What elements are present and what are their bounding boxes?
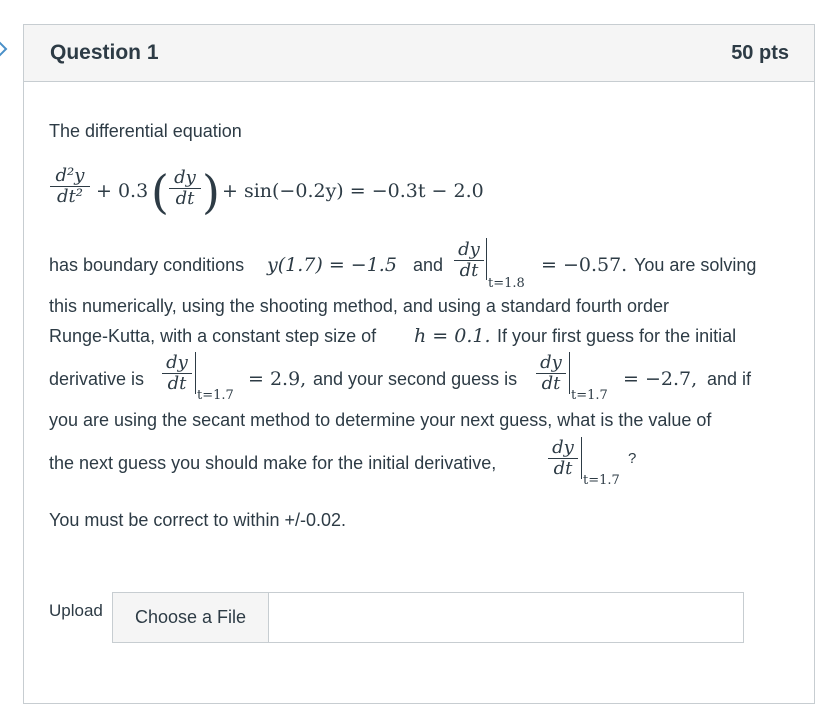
line3-text-a: Runge-Kutta, with a constant step size of [49, 326, 377, 346]
line4-dy-dt-1: dy dt [162, 353, 192, 394]
upload-label: Upload [49, 601, 103, 620]
line1-math-a: y(1.7) = −1.5 [267, 254, 397, 276]
line6-text: the next guess you should make for the initial derivative, [49, 453, 497, 473]
line4-text-b: and your second guess is [313, 369, 518, 389]
eq-right-paren: ) [202, 165, 220, 219]
line4-dy-dt-2: dy dt [536, 353, 566, 394]
line4-math-2: = −2.7, [623, 368, 698, 390]
intro-text: The differential equation [49, 121, 242, 141]
line1-text-a: has boundary conditions [49, 255, 245, 275]
eq-dy-dt: dy dt [169, 168, 201, 209]
line1-dy-dt: dy dt [454, 240, 484, 281]
line4-text-c: and if [707, 369, 752, 389]
line1-text-c: You are solving [634, 255, 757, 275]
tolerance-text: You must be correct to within +/-0.02. [49, 510, 346, 530]
line4-sub-2: t=1.7 [571, 388, 608, 403]
choose-file-button[interactable]: Choose a File [113, 593, 269, 642]
line2-text: this numerically, using the shooting method, and using a standard fourth order [49, 296, 670, 316]
line6-question-mark: ? [628, 450, 637, 467]
line1-math-b: = −0.57. [541, 254, 628, 276]
line3-math: h = 0.1. [414, 325, 491, 347]
line4-math-1: = 2.9, [248, 368, 307, 390]
file-upload-field[interactable] [112, 592, 744, 643]
line6-dy-dt: dy dt [548, 438, 578, 479]
eq-d2y-dt2: d²y dt² [50, 166, 90, 207]
line5-text: you are using the secant method to determine your next guess, what is the value of [49, 410, 712, 430]
eq-plus-coef: + 0.3 [96, 180, 149, 202]
eq-rhs: + sin(−0.2y) = −0.3t − 2.0 [222, 180, 484, 202]
question-header [24, 25, 814, 82]
line1-text-b: and [413, 255, 444, 275]
line4-sub-1: t=1.7 [197, 388, 234, 403]
eq-left-paren: ( [151, 165, 169, 219]
question-card [23, 24, 815, 704]
question-points: 50 pts [731, 41, 789, 64]
line4-text-a: derivative is [49, 369, 145, 389]
line3-text-b: If your first guess for the initial [497, 326, 737, 346]
chevron-right-icon[interactable] [0, 38, 10, 60]
question-title: Question 1 [50, 41, 159, 64]
line1-sub: t=1.8 [488, 276, 525, 291]
line6-sub: t=1.7 [583, 473, 620, 488]
